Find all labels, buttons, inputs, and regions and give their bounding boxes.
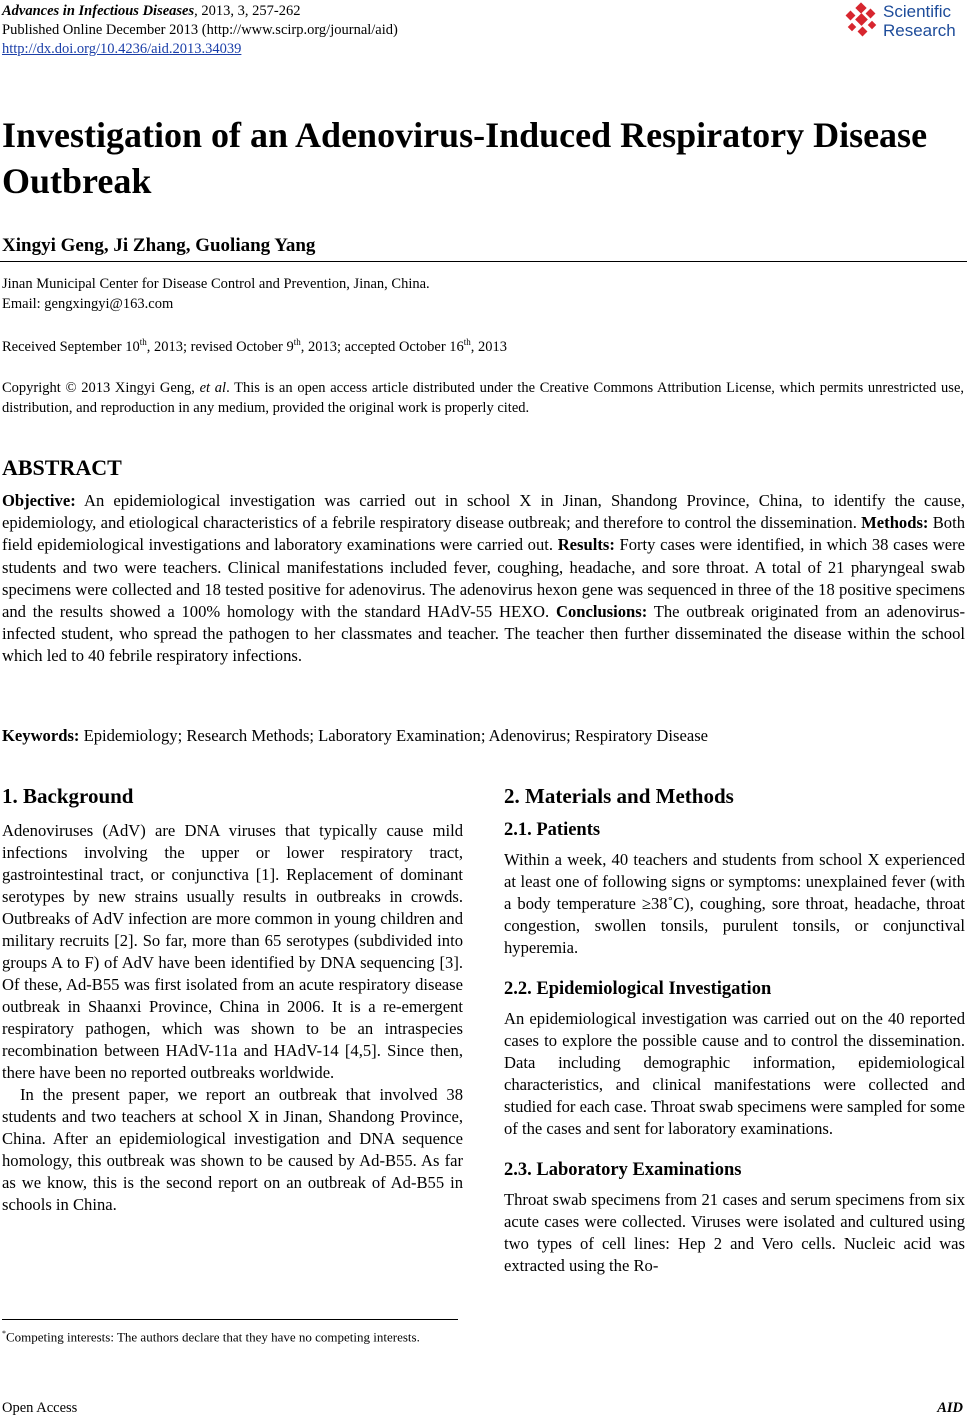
copyright-notice: Copyright © 2013 Xingyi Geng, et al. This is an open access article distributed under the Creative Commons Attribution License, which permits unrestricted use, distribution, and reproduction in any medium, provided the original work is properly cited. <box>2 380 965 416</box>
logo-text-scientific: Scientific <box>883 2 952 21</box>
subsection-heading-laboratory: 2.3. Laboratory Examinations <box>504 1160 742 1180</box>
background-paragraph-1: Adenoviruses (AdV) are DNA viruses that typically cause mild infections involving the upper or lower respiratory tract, gastrointestinal tract, or conjunctiva [1]. Replacement of dominant serotypes by new strains usually results in outbreaks in crowds. Outbreaks of AdV infection are more common in young children and military recruits [2]. So far, more than 65 serotypes (subdivided into groups A to F) of AdV have been identified by DNA sequencing [3]. Of these, Ad-B55 was first isolated from an acute respiratory disease outbreak in Shaanxi Province, China in 2006. It is a re-emergent respiratory pathogen, which was shown to be an intraspecies recombination between HAdV-11a and HAdV-14 [4,5]. Since then, there have been no reported outbreaks worldwide. <box>2 821 463 1082</box>
logo-mark-icon <box>843 2 883 42</box>
left-column <box>2 782 463 1216</box>
keywords: Keywords: Epidemiology; Research Methods; Laboratory Examination; Adenovirus; Respiratory Disease <box>2 726 709 745</box>
email: Email: gengxingyi@163.com <box>2 296 174 312</box>
abstract-body: Objective: An epidemiological investigation was carried out in school X in Jinan, Shandong Province, China, to identify the cause, epidemiology, and etiological characteristics of a febrile respiratory disease outbreak; and therefore to control the dissemination. Methods: Both field epidemiological investigations and laboratory examinations were carried out. Results: Forty cases were identified, in which 38 cases were students and two were teachers. Clinical manifestations included fever, coughing, headache, and sore throat. A total of 21 pharyngeal swab specimens were collected and 18 tested positive for adenovirus. The adenovirus hexon gene was sequenced in three of the 18 positive specimens and the results showed a 100% homology with the standard HAdV-55 HEXO. Conclusions: The outbreak originated from an adenovirus-infected student, who spread the pathogen to her classmates and teacher. The teacher then further disseminated the disease within the school which led to 40 febrile respiratory infections. <box>2 491 965 666</box>
section-heading-methods: 2. Materials and Methods <box>504 784 734 808</box>
journal-header <box>2 2 398 59</box>
article-dates: Received September 10th, 2013; revised October 9th, 2013; accepted October 16th, 2013 <box>2 337 508 355</box>
title-divider <box>0 261 967 262</box>
affiliation: Jinan Municipal Center for Disease Control and Prevention, Jinan, China. <box>2 276 430 292</box>
journal-name: Advances in Infectious Diseases <box>2 3 195 19</box>
epidemiological-paragraph: An epidemiological investigation was carried out on the 40 reported cases to explore the possible cause and to control the dissemination. Data including demographic information, epidemiological characteristics, and clinical manifestations were collected and studied for each case. Throat swab specimens were sampled for some of the cases and sent for laboratory examinations. <box>504 1009 965 1138</box>
published-line: Published Online December 2013 (http://www.scirp.org/journal/aid) <box>2 22 398 38</box>
doi-link[interactable]: http://dx.doi.org/10.4236/aid.2013.34039 <box>2 41 242 57</box>
citation: , 2013, 3, 257-262 <box>194 3 301 19</box>
footnote: *Competing interests: The authors declare that they have no competing interests. <box>2 1329 420 1345</box>
author-list: Xingyi Geng, Ji Zhang, Guoliang Yang <box>2 235 316 256</box>
footnote-divider <box>2 1319 458 1320</box>
paper-title: Investigation of an Adenovirus-Induced Respiratory Disease Outbreak <box>2 115 928 201</box>
publisher-logo <box>843 2 961 44</box>
section-heading-background: 1. Background <box>2 784 134 808</box>
footer-open-access: Open Access <box>2 1400 78 1416</box>
laboratory-paragraph: Throat swab specimens from 21 cases and serum specimens from six acute cases were collected. Viruses were isolated and cultured using two types of cell lines: Hep 2 and Vero cells. Nucleic acid was extracted using the Ro- <box>504 1190 965 1275</box>
logo-text-research: Research <box>883 21 956 40</box>
patients-paragraph: Within a week, 40 teachers and students from school X experienced at least one of following signs or symptoms: unexplained fever (with a body temperature ≥38˚C), coughing, sore throat, headache, throat congestion, swollen tonsils, purulent tonsils, or conjunctival hyperemia. <box>504 850 965 957</box>
right-column <box>504 782 965 1277</box>
subsection-heading-patients: 2.1. Patients <box>504 820 601 840</box>
abstract-heading: ABSTRACT <box>2 455 122 480</box>
footer-journal-abbrev: AID <box>937 1400 963 1416</box>
subsection-heading-epidemiological: 2.2. Epidemiological Investigation <box>504 979 772 999</box>
background-paragraph-2: In the present paper, we report an outbreak that involved 38 students and two teachers at school X in Jinan, Shandong Province, China. After an epidemiological investigation and DNA sequence homology, this outbreak was shown to be caused by Ad-B55. As far as we know, this is the second report on an outbreak of Ad-B55 in schools in China. <box>2 1085 463 1214</box>
